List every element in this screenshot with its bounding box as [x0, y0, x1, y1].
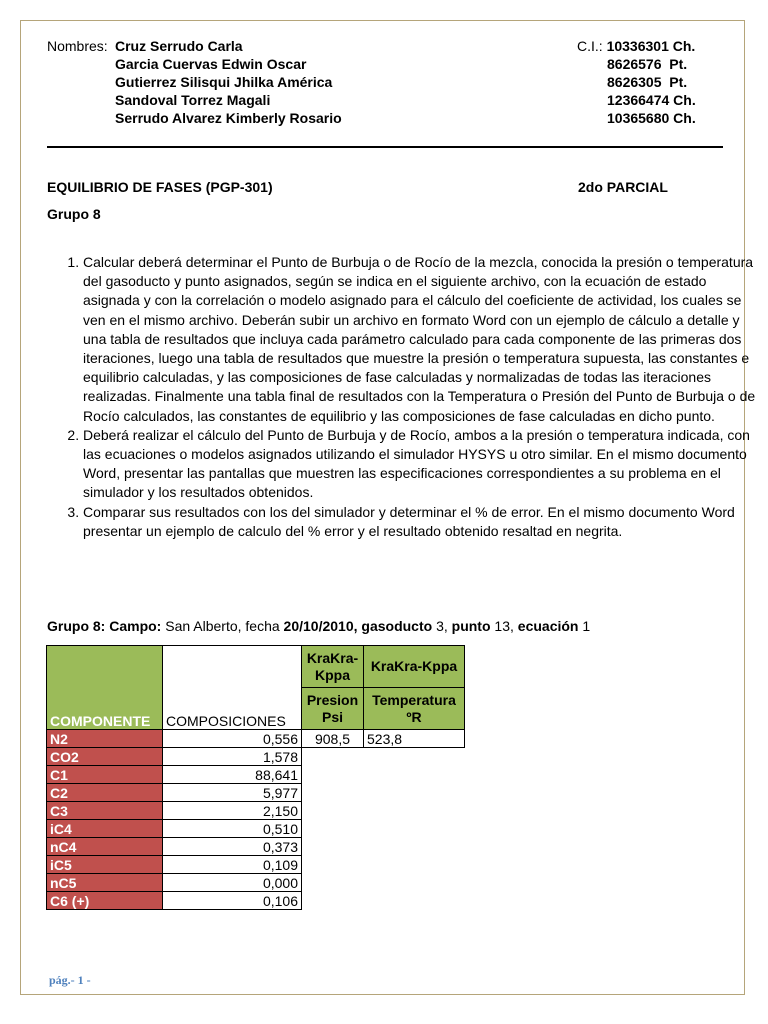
member-row	[47, 73, 717, 91]
group-title: Grupo 8	[47, 206, 101, 222]
table-row	[47, 784, 465, 802]
member-row	[47, 91, 717, 109]
member-ci: 10365680 Ch.	[607, 110, 696, 126]
member-ci: 8626576 Pt.	[607, 56, 688, 72]
component-cell: nC5	[47, 874, 163, 892]
component-cell: C1	[47, 766, 163, 784]
header-kra-2: KraKra-Kppa	[364, 646, 465, 688]
task-list	[47, 253, 763, 541]
header-temperature: Temperatura ºR	[364, 688, 465, 730]
composition-cell: 88,641	[163, 766, 302, 784]
component-cell: CO2	[47, 748, 163, 766]
assignment-group-label: Grupo 8: Campo:	[47, 618, 162, 634]
member-row	[47, 55, 717, 73]
header-kra-1: KraKra-Kppa	[302, 646, 364, 688]
member-ci: 8626305 Pt.	[607, 74, 688, 90]
task-item: 1. Calcular deberá determinar el Punto de Burbuja o de Rocío de la mezcla, conocida la presión o temperatura del gasoducto y punto asignados, según se indica en el siguiente archivo, con la ecuación de estado asignada y con la correlación o modelo asignado para el cálculo del coeficiente de actividad, los cuales se ven en el mismo archivo. Deberán subir un archivo en formato Word con un ejemplo de cálculo a detalle y una tabla de resultados que incluya cada parámetro calculado para cada componente de las primeras dos iteraciones, luego una tabla de resultados que muestre la presión o temperatura supuesta, las constantes e equilibrio calculadas, y las composiciones de fase calculadas y normalizadas de todas las iteraciones realizadas. Finalmente una tabla final de resultados con la Temperatura o Presión del Punto de Burbuja o de Rocío calculados, las constantes de equilibrio y las composiciones de fase calculadas en dicho punto.	[83, 253, 763, 426]
assignment-line	[47, 618, 590, 634]
table-row	[47, 748, 465, 766]
component-cell: iC4	[47, 820, 163, 838]
member-name: Gutierrez Silisqui Jhilka América	[115, 74, 333, 90]
header-divider	[47, 146, 723, 148]
header-compositions: COMPOSICIONES	[163, 646, 302, 730]
names-label: Nombres:	[47, 38, 108, 54]
composition-cell: 0,106	[163, 892, 302, 910]
names-block	[47, 37, 717, 127]
composition-cell: 0,556	[163, 730, 302, 748]
table-row	[47, 766, 465, 784]
composition-cell: 0,109	[163, 856, 302, 874]
exam-title: 2do PARCIAL	[578, 179, 668, 195]
ci-label: C.I.:	[577, 38, 603, 54]
task-item: 2. Deberá realizar el cálculo del Punto de Burbuja y de Rocío, ambos a la presión o temperatura indicada, con las ecuaciones o modelos asignados utilizando el simulador HYSYS u otro similar. En el mismo documento Word, presentar las pantallas que muestren las especificaciones correspondientes a su problema en el simulador y los resultados obtenidos.	[83, 426, 763, 503]
assignment-date: 20/10/2010, gasoducto	[283, 618, 433, 634]
member-name: Sandoval Torrez Magali	[115, 92, 271, 108]
composition-cell: 0,000	[163, 874, 302, 892]
temperature-value: 523,8	[364, 730, 465, 748]
composition-cell: 2,150	[163, 802, 302, 820]
component-cell: C2	[47, 784, 163, 802]
assignment-point: 13,	[494, 618, 514, 634]
page-number: pág.- 1 -	[49, 973, 91, 987]
component-cell: iC5	[47, 856, 163, 874]
table-row	[47, 802, 465, 820]
assignment-equation: 1	[582, 618, 591, 634]
table-row	[47, 820, 465, 838]
member-name: Cruz Serrudo Carla	[115, 38, 243, 54]
member-name: Serrudo Alvarez Kimberly Rosario	[115, 110, 342, 126]
header-pressure: Presion Psi	[302, 688, 364, 730]
member-name: Garcia Cuervas Edwin Oscar	[115, 56, 307, 72]
table-row	[47, 730, 465, 748]
table-row	[47, 856, 465, 874]
assignment-field: San Alberto, fecha	[165, 618, 280, 634]
member-row	[47, 109, 717, 127]
member-ci: 12366474 Ch.	[607, 92, 696, 108]
component-cell: nC4	[47, 838, 163, 856]
member-ci: 10336301 Ch.	[606, 38, 696, 54]
composition-cell: 0,510	[163, 820, 302, 838]
composition-cell: 5,977	[163, 784, 302, 802]
component-cell: C3	[47, 802, 163, 820]
task-item: 3. Comparar sus resultados con los del simulador y determinar el % de error. En el mismo documento Word presentar un ejemplo de calculo del % error y el resultado obtenido resaltad en negrita.	[83, 503, 763, 541]
course-title: EQUILIBRIO DE FASES (PGP-301)	[47, 179, 273, 195]
table-row	[47, 892, 465, 910]
assignment-pipeline: 3,	[436, 618, 448, 634]
assignment-equation-label: ecuación	[517, 618, 579, 634]
header-component: COMPONENTE	[47, 646, 163, 730]
composition-cell: 1,578	[163, 748, 302, 766]
composition-table	[46, 645, 465, 910]
composition-cell: 0,373	[163, 838, 302, 856]
assignment-point-label: punto	[451, 618, 491, 634]
table-row	[47, 874, 465, 892]
component-cell: C6 (+)	[47, 892, 163, 910]
table-row	[47, 838, 465, 856]
component-cell: N2	[47, 730, 163, 748]
pressure-value: 908,5	[302, 730, 364, 748]
member-row	[47, 37, 717, 55]
